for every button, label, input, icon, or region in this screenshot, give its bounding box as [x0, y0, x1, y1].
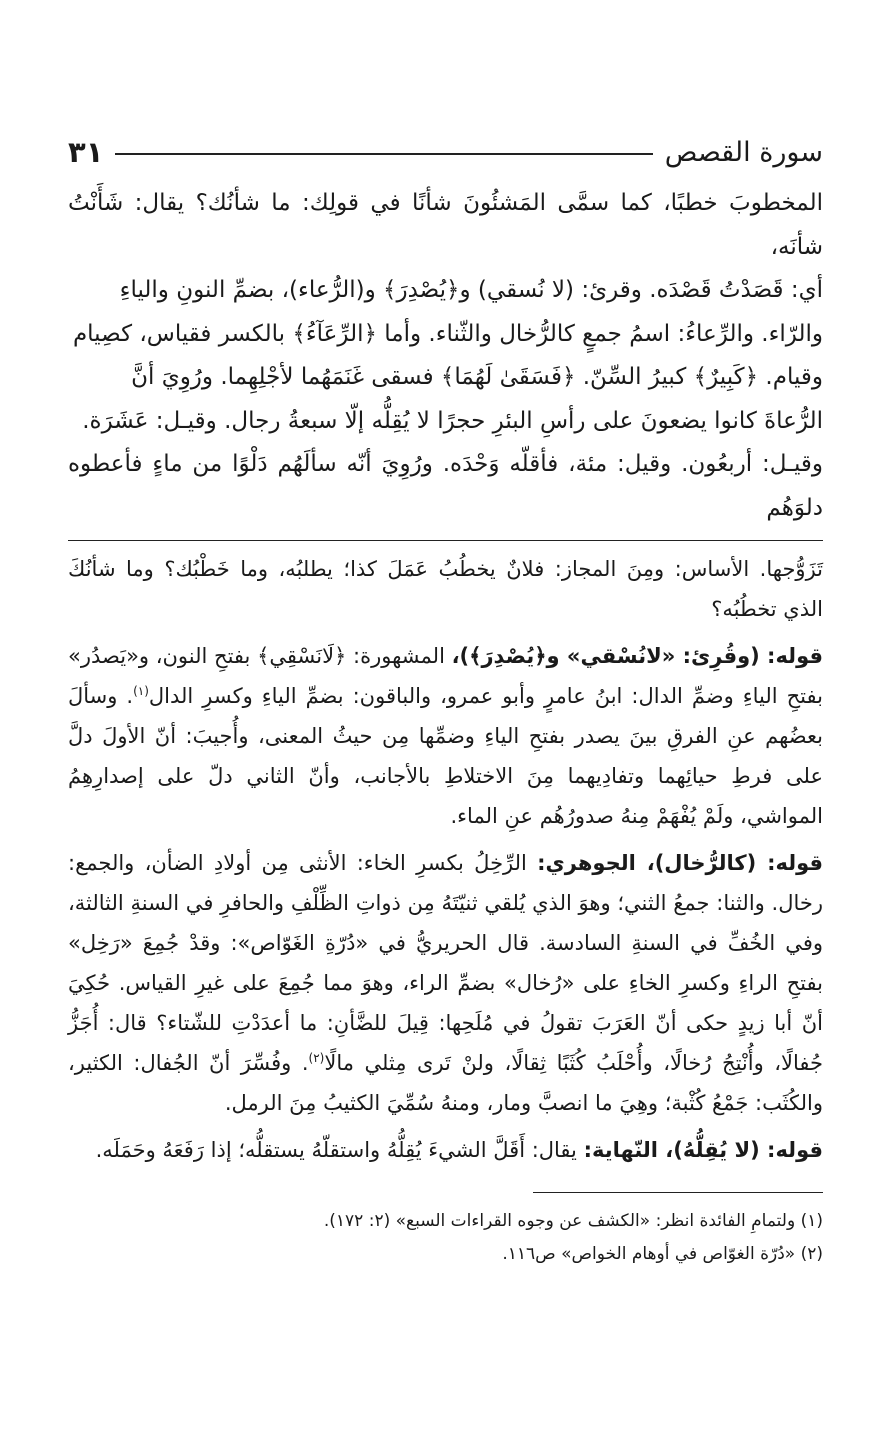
- commentary-label: قوله: (وقُرِئ: «لانُسْقي» و﴿يُصْدِرَ﴾)،: [451, 644, 823, 668]
- commentary-text: تَزَوُّجها. الأساس: ومِنَ المجاز: فلانٌ يخطُبُ عَمَلَ كذا؛ يطلبُه، وما خَطْبُك؟ وما شأنُكَ الذي تخطُبُه؟: [68, 557, 823, 621]
- main-text-line: أي: قَصَدْتُ قَصْدَه. وقرئ: (لا نُسقي) و﴿يُصْدِرَ﴾ و(الرُّعاء)، بضمِّ النونِ والياءِ: [119, 277, 823, 303]
- footnotes: [68, 1205, 823, 1271]
- page-number: ٣١: [68, 135, 104, 169]
- commentary-label: قوله: (كالرُّخال)، الجوهري:: [537, 851, 824, 875]
- main-text-line: وقيـل: أربعُون. وقيل: مئة، فأقلّه وَحْدَه. ورُوِيَ أنّه سألَهُم دَلْوًا من ماءٍ فأعطوه دلوَهُم: [68, 451, 823, 521]
- commentary-paragraph: [68, 549, 823, 629]
- commentary-paragraph: [68, 843, 823, 1123]
- footnote-ref: (١): [133, 684, 149, 698]
- text-divider: [68, 540, 823, 541]
- commentary-text: الرِّخِلُ بكسرِ الخاء: الأنثى مِن أولادِ الضأن، والجمع: رخال. والثنا: جمعُ الثني؛ وهوَ الذي يُلقي ثنيّتَهُ مِن ذواتِ الظِّلْفِ والحافرِ في السنةِ الثالثة، وفي الخُفِّ في السنةِ السادسة. قال الحريريُّ في «دُرّةِ الغَوّاص»: وقدْ جُمِعَ «رَخِل» بفتحِ الراءِ وكسرِ الخاءِ على «رُخال» بضمِّ الراء، وهوَ مما جُمِعَ على غيرِ القياس. حُكِيَ أنّ أبا زيدٍ حكى أنّ العَرَبَ تقولُ في مُلَحِها: قِيلَ للضَّأنِ: ما أعدَدْتِ للشّتاء؟ قال: أُجَزُّ جُفالًا، وأُنْتِجُ رُخالًا، وأُحْلَبُ كُثَبًا ثِقالًا، ولنْ تَرى مِثلي مالًا: [68, 851, 823, 1075]
- commentary-text: المشهورة: ﴿لَانَسْقِي﴾ بفتحِ النون، و«يَصدُر» بفتحِ الياءِ وضمِّ الدال: ابنُ عامرٍ وأبو عمرو، والباقون: بضمِّ الياءِ وكسرِ الدال: [68, 644, 823, 708]
- commentary-paragraph: [68, 636, 823, 836]
- footnote: (٢) «دُرّة الغوّاص في أوهام الخواص» ص١١٦.: [502, 1244, 823, 1264]
- main-text-line: وقيام. ﴿كَبِيرٌ﴾ كبيرُ السِّنّ. ﴿فَسَقَىٰ لَهُمَا﴾ فسقى غَنَمَهُما لأجْلِهِما. ورُوِيَ أنَّ: [131, 364, 823, 390]
- header-rule: [115, 153, 652, 155]
- main-text: [68, 182, 823, 530]
- page: [68, 128, 823, 1348]
- commentary-paragraph: [68, 1130, 823, 1170]
- commentary-text: يقال: أَقَلَّ الشيءَ يُقِلُّهُ واستقلّهُ يستقلُّه؛ إذا رَفَعَهُ وحَمَلَه.: [95, 1138, 584, 1162]
- main-text-line: المخطوبَ خطبًا، كما سمَّى المَشئُونَ شأنًا في قولِك: ما شأنُك؟ يقال: شَأَنْتُ شأنَه،: [68, 190, 823, 260]
- main-text-line: الرُّعاةَ كانوا يضعونَ على رأسِ البئرِ حجرًا لا يُقِلُّه إلّا سبعةُ رجال. وقيـل: عَشَرَة.: [82, 407, 823, 434]
- main-text-line: والرّاء. والرِّعاءُ: اسمُ جمعٍ كالرُّخال والثّناء. وأما ﴿الرِّعَآءُ﴾ بالكسر فقياس، كصِيام: [72, 320, 823, 347]
- footnote-ref: (٢): [308, 1051, 325, 1065]
- commentary: [68, 549, 823, 1170]
- commentary-text: . وسألَ بعضُهم عنِ الفرقِ بينَ يصدر بفتحِ الياءِ وضمِّها مِن حيثُ المعنى، وأُجيبَ: أنّ الأولَ دلَّ على فرطِ حيائِهما وتفادِيهما مِنَ الاختلاطِ بالأجانب، وأنّ الثاني دلّ على إصدارِهِمُ المواشي، ولَمْ يُفْهَمْ مِنهُ صدورُهُم عنِ الماء.: [68, 684, 823, 828]
- commentary-label: قوله: (لا يُقِلُّهُ)، النّهاية:: [583, 1138, 823, 1162]
- footnote: (١) ولتمامِ الفائدة انظر: «الكشف عن وجوه القراءات السبع» (٢: ١٧٢).: [323, 1211, 823, 1231]
- commentary-text: . وفُسِّرَ أنّ الجُفال: الكثير، والكُثَب: جَمْعُ كُثْبة؛ وهِيَ ما انصبَّ ومار، ومنهُ سُمِّيَ الكثيبُ مِنَ الرمل.: [68, 1051, 823, 1115]
- page-header: [68, 128, 823, 176]
- surah-title: سورة القصص: [664, 136, 823, 168]
- footnote-divider: [533, 1192, 823, 1193]
